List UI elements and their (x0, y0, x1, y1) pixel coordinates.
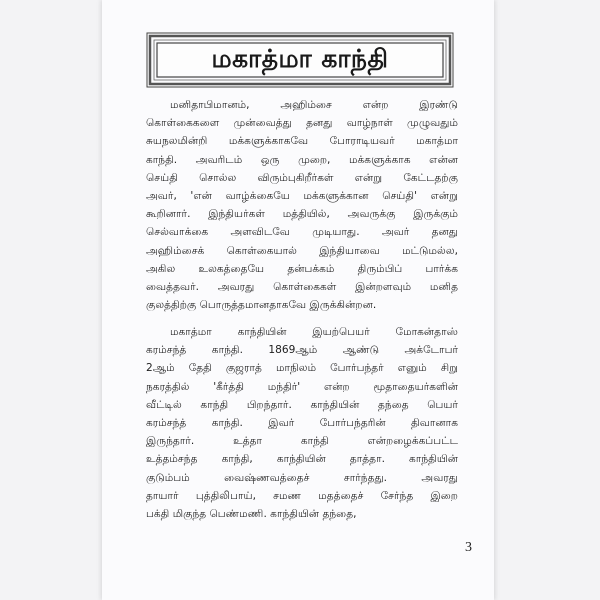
text-line: கரம்சந்த் காந்தி. இவர் போர்பந்தரின் திவானாக (146, 417, 458, 430)
text-line: மகாத்மா காந்தியின் இயற்பெயர் மோகன்தாஸ் (170, 326, 458, 338)
page-title: மகாத்மா காந்தி (211, 43, 389, 73)
text-line: அஹிம்சைக் கொள்கையால் இந்தியாவை மட்டுமல்ல, (146, 244, 458, 257)
text-line: 2ஆம் தேதி குஜராத் மாநிலம் போர்பந்தர் எனும் சிறு (146, 362, 458, 375)
text-line: சுயநலமின்றி மக்களுக்காகவே போராடியவர் மகாத்மா (146, 135, 458, 148)
text-line: இருந்தார். உத்தா காந்தி என்றழைக்கப்பட்ட (146, 435, 458, 448)
page-number: 3 (465, 540, 472, 555)
text-line: நகரத்தில் 'கீர்த்தி மந்திர்' என்ற மூதாதையர்களின் (146, 380, 458, 393)
text-line: குடும்பம் வைஷ்ணவத்தைச் சார்ந்தது. அவரது (146, 471, 458, 484)
text-line: செய்தி சொல்ல விரும்புகிறீர்கள் என்று கேட்டதற்கு (146, 171, 458, 184)
text-line: செல்வாக்கை அளவிடவே முடியாது. அவர் தனது (146, 226, 458, 239)
text-line: அகில உலகத்தையே தன்பக்கம் திரும்பிப் பார்க்க (146, 262, 458, 275)
outer-margin-right (494, 0, 600, 600)
text-line: கரம்சந்த் காந்தி. 1869ஆம் ஆண்டு அக்டோபர் (146, 344, 458, 357)
paragraph-1 (146, 96, 458, 314)
text-line: குலத்திற்கு பொருத்தமானதாகவே இருக்கின்றன. (146, 299, 377, 312)
outer-margin-left (0, 0, 102, 600)
text-line: காந்தி. அவரிடம் ஒரு முறை, மக்களுக்காக என்ன (146, 153, 458, 166)
text-line: தாயார் புத்திலிபாய், சமண மதத்தைச் சேர்ந்த இறை (146, 489, 458, 502)
paragraph-2 (146, 323, 458, 523)
text-line: வைத்தவர். அவரது கொள்கைகள் இன்றளவும் மனித (146, 281, 458, 294)
text-line: பக்தி மிகுந்த பெண்மணி. காந்தியின் தந்தை, (146, 508, 357, 521)
title-banner (146, 32, 454, 88)
text-line: கூறினார். இந்தியர்கள் மத்தியில், அவருக்கு இருக்கும் (146, 208, 458, 221)
text-line: வீட்டில் காந்தி பிறந்தார். காந்தியின் தந்தை பெயர் (146, 398, 458, 411)
text-line: அவர், 'என் வாழ்க்கையே மக்களுக்கான செய்தி' என்று (146, 190, 458, 203)
text-line: உத்தம்சந்த காந்தி, காந்தியின் தாத்தா. காந்தியின் (146, 453, 458, 466)
text-line: மனிதாபிமானம், அஹிம்சை என்ற இரண்டு (170, 99, 458, 111)
text-line: கொள்கைகளை முன்வைத்து தனது வாழ்நாள் முழுவதும் (146, 117, 458, 130)
